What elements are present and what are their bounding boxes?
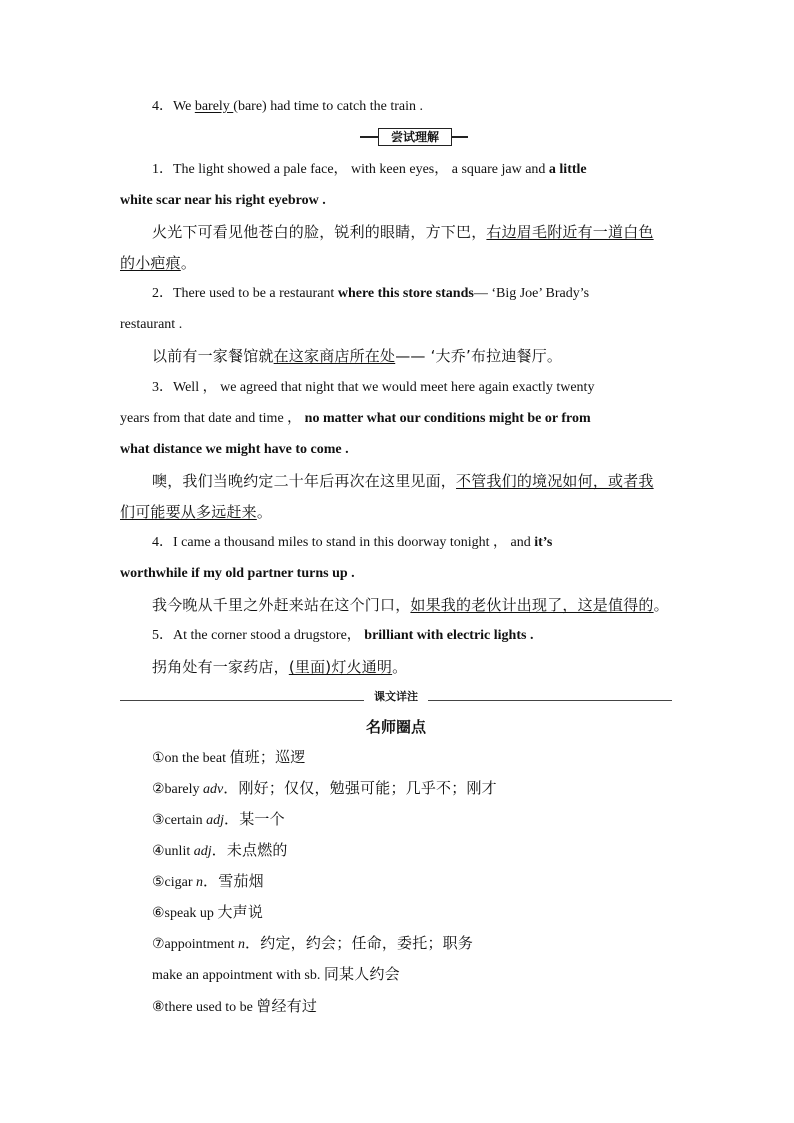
item-number: 4． xyxy=(152,99,173,114)
s3-line3: what distance we might have to come . xyxy=(120,442,349,457)
s1-line1 xyxy=(152,160,672,180)
sentence-end: (bare) had time to catch the train . xyxy=(233,99,423,114)
sentence-start: We xyxy=(173,99,195,114)
section-banner-try xyxy=(360,128,468,146)
s2-line2: restaurant . xyxy=(120,317,183,332)
s1-bold: a little xyxy=(548,162,587,177)
list-item: ⑤cigar n．雪茄烟 xyxy=(152,872,264,890)
s3-translation-highlight: 不管我们的境况如何，或者我 xyxy=(456,472,654,490)
s1-number: 1． xyxy=(152,162,173,177)
s1-translation-highlight: 右边眉毛附近有一道白色 xyxy=(486,223,654,241)
s5-line1: 5．At the corner stood a drugstore， brilliant with electric lights . xyxy=(152,628,534,643)
s2-translation-highlight: 在这家商店所在处 xyxy=(273,347,396,365)
s3-line2: years from that date and time ， no matter what our conditions might be or from xyxy=(120,411,591,426)
list-item: ④unlit adj．未点燃的 xyxy=(152,841,288,859)
s1-translation-line1: 火光下可看见他苍白的脸，锐利的眼睛，方下巴，右边眉毛附近有一道白色 xyxy=(152,223,654,241)
s2-line1: 2．There used to be a restaurant where this store stands— ‘Big Joe’ Brady’s xyxy=(152,286,590,301)
s3-translation-line2: 们可能要从多远赶来。 xyxy=(120,503,273,521)
banner-left-rule xyxy=(360,136,378,138)
s4-translation: 我今晚从千里之外赶来站在这个门口，如果我的老伙计出现了，这是值得的。 xyxy=(152,596,669,614)
s4-bold: it’s xyxy=(534,535,553,550)
list-item: ⑦appointment n．约定，约会；任命，委托；职务 xyxy=(152,934,474,952)
banner-title: 尝试理解 xyxy=(378,128,452,146)
answer-blank: barely xyxy=(194,99,234,114)
s3-translation-line1: 噢，我们当晚约定二十年后再次在这里见面，不管我们的境况如何，或者我 xyxy=(152,472,654,490)
practice-item-4 xyxy=(152,97,423,117)
list-item: make an appointment with sb. 同某人约会 xyxy=(152,965,400,983)
s4-line1: 4．I came a thousand miles to stand in this doorway tonight ， and it’s xyxy=(152,535,553,550)
s5-number: 5． xyxy=(152,628,173,643)
s2-bold: where this store stands xyxy=(337,286,474,301)
list-item: ③certain adj．某一个 xyxy=(152,810,285,828)
s1-text: The light showed a pale face， with keen eyes， a square jaw and xyxy=(173,162,549,177)
s2-translation: 以前有一家餐馆就在这家商店所在处—— ‘大乔’布拉迪餐厅。 xyxy=(152,347,563,365)
notes-subheading: 名师圈点 xyxy=(365,718,426,736)
list-item: ②barely adv．刚好；仅仅，勉强可能；几乎不；刚才 xyxy=(152,779,497,797)
list-item: ⑧there used to be 曾经有过 xyxy=(152,997,318,1015)
s5-translation: 拐角处有一家药店，(里面)灯火通明。 xyxy=(152,658,408,676)
banner-right-rule xyxy=(452,136,468,138)
list-item: ⑥speak up 大声说 xyxy=(152,903,264,921)
s4-line2: worthwhile if my old partner turns up . xyxy=(120,566,355,581)
s5-translation-highlight: (里面)灯火通明 xyxy=(288,658,393,676)
section-label-notes: 课文详注 xyxy=(364,690,428,704)
s3-bold: no matter what our conditions might be or from xyxy=(304,411,591,426)
s3-line1: 3．Well ， we agreed that night that we would meet here again exactly twenty xyxy=(152,380,595,395)
s2-number: 2． xyxy=(152,286,173,301)
s5-bold: brilliant with electric lights . xyxy=(360,628,534,643)
s4-translation-highlight: 如果我的老伙计出现了，这是值得的 xyxy=(410,596,654,614)
list-item: ①on the beat 值班；巡逻 xyxy=(152,748,306,766)
s4-number: 4． xyxy=(152,535,173,550)
s1-translation-line2: 的小疤痕。 xyxy=(120,254,197,272)
s3-number: 3． xyxy=(152,380,173,395)
s1-line2: white scar near his right eyebrow . xyxy=(120,193,326,208)
